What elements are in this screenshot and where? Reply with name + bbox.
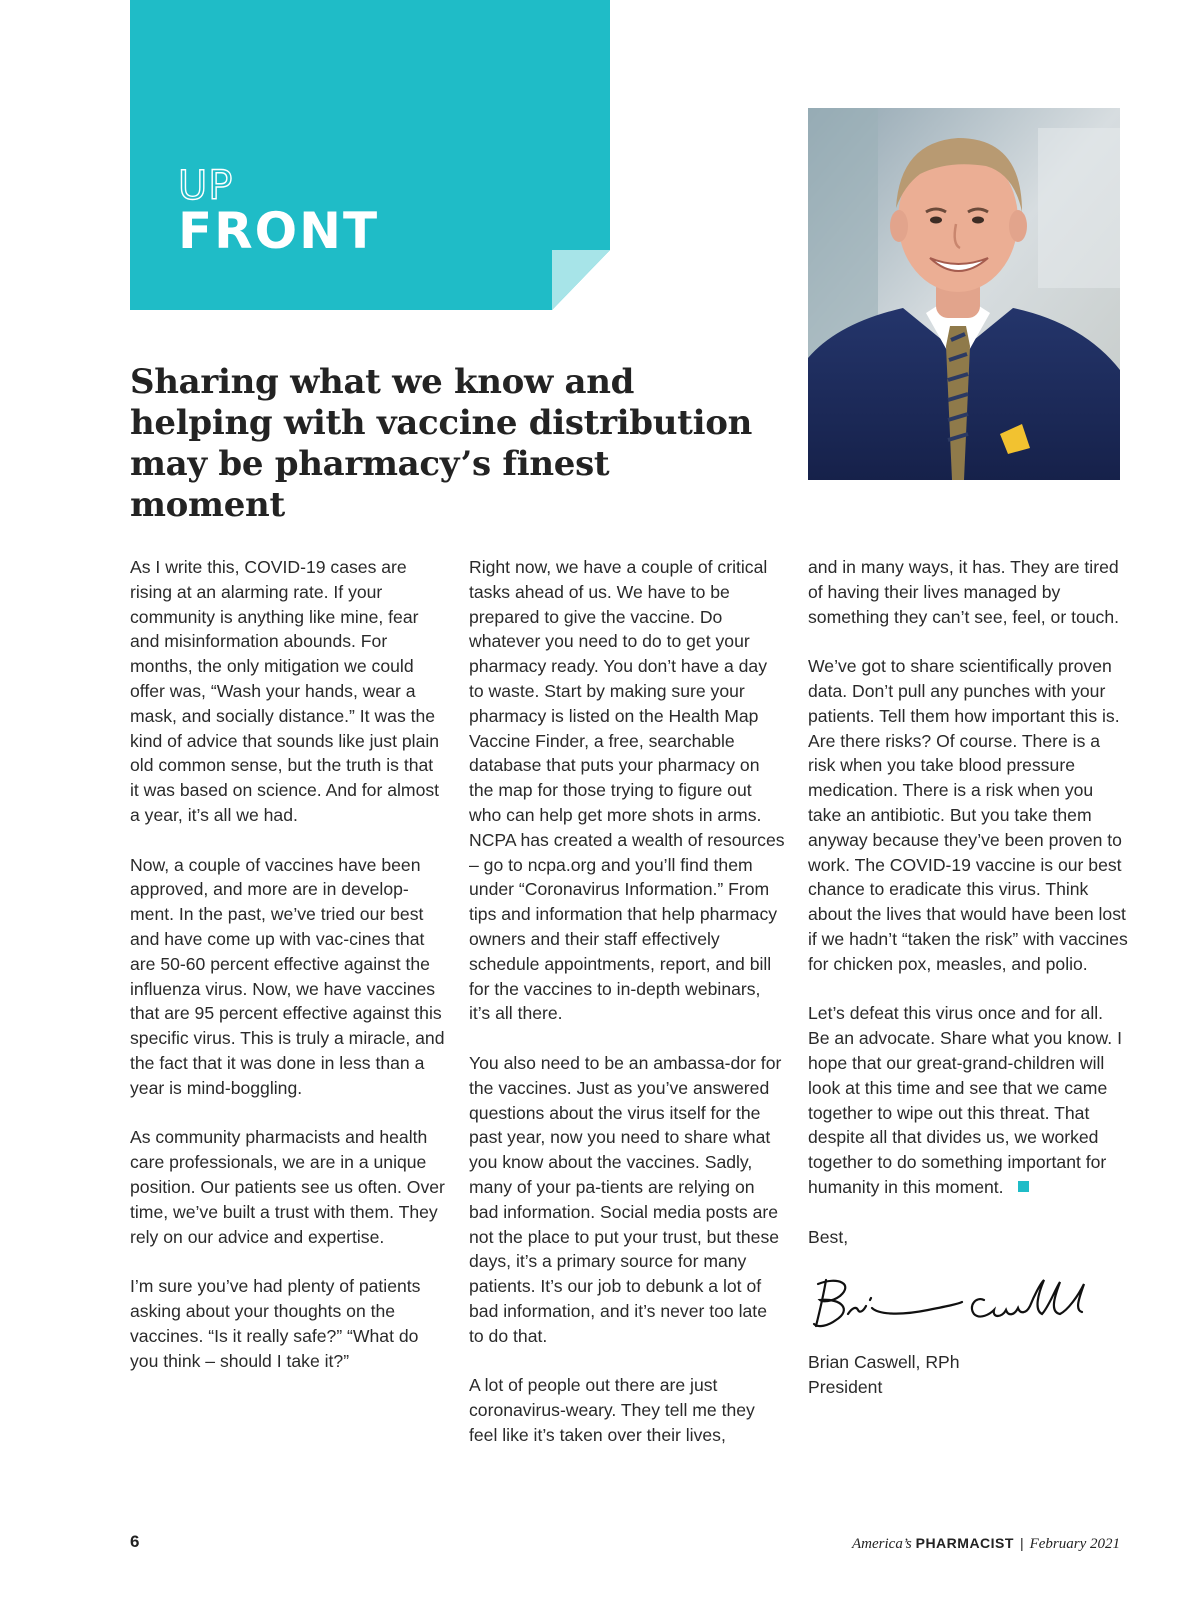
closing: Best, [808,1226,849,1247]
article-headline: Sharing what we know and helping with vaccine distribution may be pharmacy’s finest moment [130,362,753,525]
signature-image [808,1274,1108,1336]
banner-page-fold [552,250,610,310]
article-column-2 [469,555,785,1472]
section-banner [130,0,610,310]
paragraph: Right now, we have a couple of critical tasks ahead of us. We have to be prepared to give the vaccine. Do whatever you need to do to get your pharmacy ready. You don’t have a day to waste. Start by making sure your pharmacy is listed on the Health Map Vaccine Finder, a free, searchable database that puts your pharmacy on the map for those trying to figure out who can help get more shots in arms. NCPA has created a wealth of resources – go to ncpa.org and you’ll find them under “Coronavirus Information.” From tips and information that help pharmacy owners and their staff effectively schedule appointments, report, and bill for the vaccines to in-depth webinars, it’s all there. [469,557,785,1024]
paragraph-final-text: Let’s defeat this virus once and for all. Be an advocate. Share what you know. I hope that our great-grand-children will look at this time and see that we came together to wipe out this threat. That despite all that divides us, we worked together to do something important for humanity in this moment. [808,1003,1122,1197]
article-column-3 [808,555,1128,1400]
paragraph: As I write this, COVID-19 cases are rising at an alarming rate. If your community is anything like mine, fear and misinformation abounds. For months, the only mitigation we could offer was, “Wash your hands, wear a mask, and socially distance.” It was the kind of advice that sounds like just plain old common sense, but the truth is that it was based on science. And for almost a year, it’s all we had. [130,557,440,825]
author-title: President [808,1376,883,1397]
author-name: Brian Caswell, RPh [808,1352,960,1373]
magazine-name-italic: America’s [852,1536,912,1552]
author-portrait [808,108,1120,480]
end-of-article-icon [1018,1181,1029,1192]
section-label-up: UP [178,163,234,209]
article-column-1 [130,555,446,1398]
paragraph: and in many ways, it has. They are tired of having their lives managed by something they can’t see, feel, or touch. [808,557,1120,627]
magazine-name-bold: PHARMACIST [915,1535,1014,1551]
paragraph: As community pharmacists and health care professionals, we are in a unique position. Our patients see us often. Over time, we’ve built a trust with them. They rely on our advice and expertise. [130,1127,445,1247]
paragraph-final [808,1001,1128,1199]
paragraph: You also need to be an ambassa-dor for the vaccines. Just as you’ve answered questions about the virus itself for the past year, now you need to share what you know about the vaccines. Sadly, many of your pa-tients are relying on bad information. Social media posts are not the place to put your trust, but these days, it’s a primary source for many patients. It’s our job to debunk a lot of bad information, and it’s never too late to do that. [469,1052,782,1346]
page-number: 6 [130,1532,140,1551]
paragraph: A lot of people out there are just coronavirus-weary. They tell me they feel like it’s taken over their lives, [469,1375,755,1445]
section-label-front: FRONT [178,202,380,260]
issue-date: February 2021 [1029,1536,1120,1552]
paragraph: We’ve got to share scientifically proven data. Don’t pull any punches with your patients. Tell them how important this is. Are there risks? Of course. There is a risk when you take blood pressure medication. There is a risk when you take an antibiotic. But you take them anyway because they’ve been proven to work. The COVID-19 vaccine is our best chance to eradicate this virus. Think about the lives that would have been lost if we hadn’t “taken the risk” with vaccines for chicken pox, measles, and polio. [808,656,1128,974]
paragraph: Now, a couple of vaccines have been approved, and more are in develop-ment. In the past, we’ve tried our best and have come up with vac-cines that are 50-60 percent effective against the influenza virus. Now, we have vaccines that are 95 percent effective against this specific virus. This is truly a miracle, and the fact that it was done in less than a year is mind-boggling. [130,854,445,1098]
footer-separator: | [1019,1535,1024,1551]
author-portrait-image [808,108,1120,480]
paragraph: I’m sure you’ve had plenty of patients asking about your thoughts on the vaccines. “Is it really safe?” “What do you think – should I take it?” [130,1276,421,1371]
page-footer [852,1535,1120,1553]
